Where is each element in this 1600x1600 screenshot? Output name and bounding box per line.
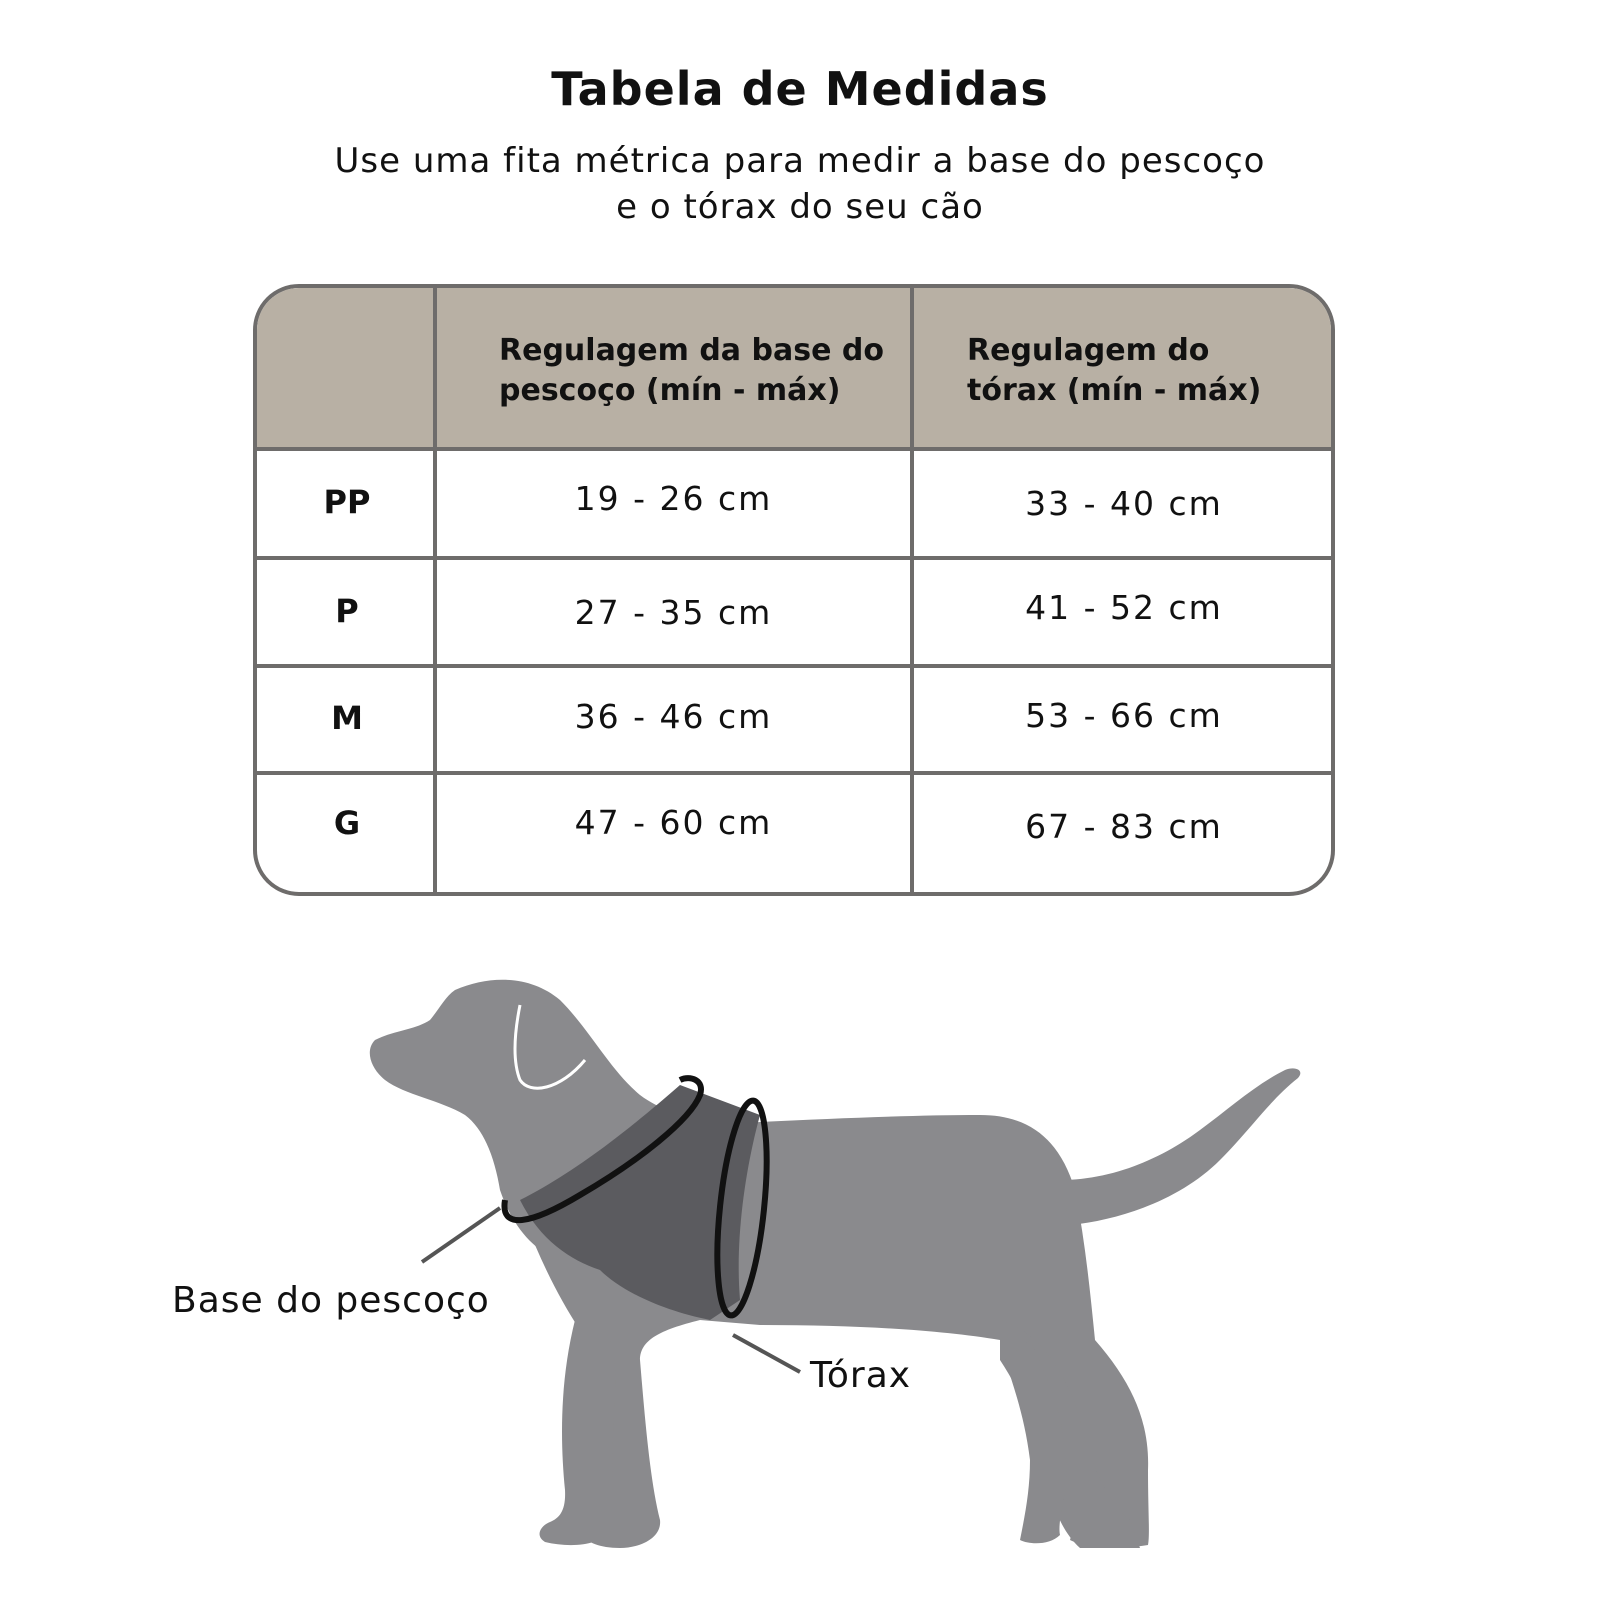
subtitle-line-1: Use uma fita métrica para medir a base do pescoço [334, 141, 1266, 181]
dog-illustration [0, 900, 1600, 1600]
header-chest-line-1: Regulagem do [967, 333, 1210, 368]
page-subtitle [0, 138, 1600, 230]
size-label-p: P [335, 592, 359, 630]
size-label-m: M [331, 699, 363, 737]
chest-value-pp: 33 - 40 cm [1025, 484, 1223, 523]
header-neck-line-2: pescoço (mín - máx) [499, 373, 841, 408]
column-divider [433, 288, 437, 892]
size-label-pp: PP [323, 483, 371, 521]
subtitle-line-2: e o tórax do seu cão [616, 187, 984, 227]
neck-value-pp: 19 - 26 cm [574, 479, 773, 518]
chest-value-p: 41 - 52 cm [1025, 588, 1223, 627]
header-neck [499, 331, 884, 411]
neck-value-p: 27 - 35 cm [574, 593, 773, 632]
header-neck-line-1: Regulagem da base do [499, 333, 884, 368]
header-chest [967, 331, 1261, 411]
neck-value-m: 36 - 46 cm [574, 697, 773, 736]
size-table [253, 284, 1335, 896]
row-divider [257, 664, 1331, 668]
row-divider [257, 556, 1331, 560]
neck-pointer-line [422, 1208, 500, 1262]
header-chest-line-2: tórax (mín - máx) [967, 373, 1262, 408]
page-title: Tabela de Medidas [551, 62, 1049, 116]
row-divider [257, 771, 1331, 775]
neck-value-g: 47 - 60 cm [574, 803, 773, 842]
size-label-g: G [333, 804, 361, 842]
row-divider [257, 447, 1331, 451]
neck-label: Base do pescoço [172, 1280, 490, 1321]
chest-pointer-line [733, 1335, 800, 1372]
chest-value-g: 67 - 83 cm [1025, 807, 1223, 846]
dog-silhouette [370, 980, 1301, 1548]
chest-label: Tórax [810, 1355, 912, 1396]
chest-value-m: 53 - 66 cm [1025, 696, 1223, 735]
